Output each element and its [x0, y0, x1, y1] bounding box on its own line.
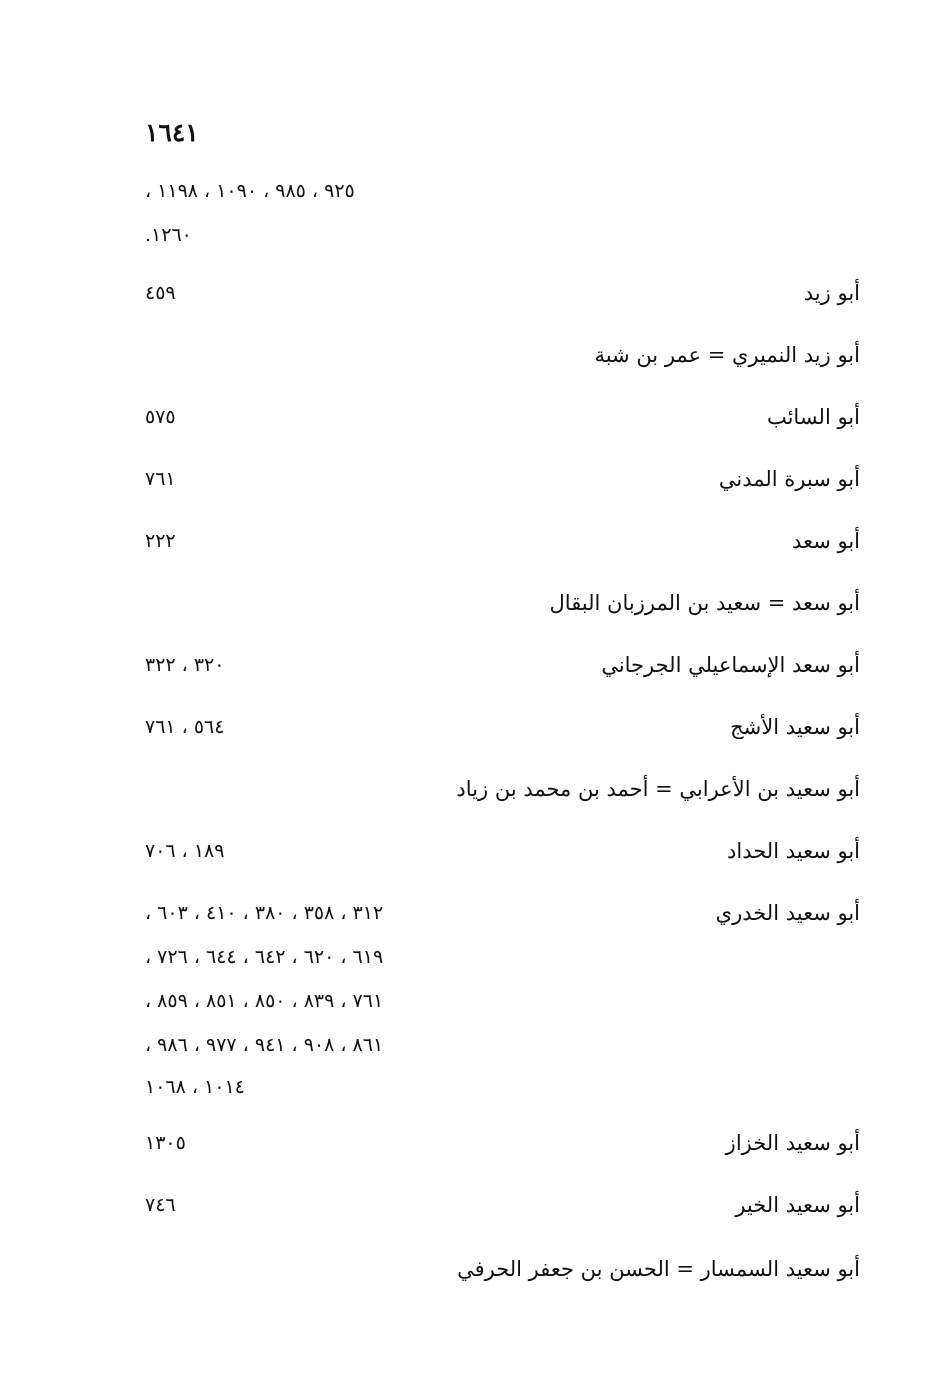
entry-page-refs: ٢٢٢ — [145, 530, 176, 552]
entry-name: أبو سعيد الخدري — [715, 901, 860, 925]
entry-cross-reference: أبو سعيد بن الأعرابي = أحمد بن محمد بن زياد — [456, 777, 860, 801]
entry-name: أبو سعيد الحداد — [727, 839, 860, 863]
entry-page-refs: ٧٦١ ، ٨٣٩ ، ٨٥٠ ، ٨٥١ ، ٨٥٩ ، — [145, 990, 384, 1012]
entry-page-refs: ١٠١٤ ، ١٠٦٨ — [145, 1076, 245, 1098]
entry-page-refs: ١٣٠٥ — [145, 1132, 186, 1154]
entry-name: أبو سعيد الخير — [735, 1193, 860, 1217]
entry-page-refs: ٨٦١ ، ٩٠٨ ، ٩٤١ ، ٩٧٧ ، ٩٨٦ ، — [145, 1034, 384, 1056]
entry-name: أبو زيد — [803, 281, 860, 305]
entry-name: أبو سبرة المدني — [718, 467, 860, 491]
entry-page-refs: ٧٦١ — [145, 468, 176, 490]
entry-cross-reference: أبو زيد النميري = عمر بن شبة — [594, 343, 860, 367]
entry-cross-reference: أبو سعد = سعيد بن المرزبان البقال — [549, 591, 860, 615]
entry-page-refs: ٩٢٥ ، ٩٨٥ ، ١٠٩٠ ، ١١٩٨ ، — [145, 180, 355, 202]
entry-name: أبو سعد — [792, 529, 860, 553]
entry-name: أبو سعيد الأشج — [730, 715, 860, 739]
entry-name: أبو السائب — [766, 405, 860, 429]
entry-page-refs: ٥٦٤ ، ٧٦١ — [145, 716, 225, 738]
entry-page-refs: ٦١٩ ، ٦٢٠ ، ٦٤٢ ، ٦٤٤ ، ٧٢٦ ، — [145, 946, 384, 968]
entry-name: أبو سعيد الخزاز — [725, 1131, 860, 1155]
entry-name: أبو سعد الإسماعيلي الجرجاني — [601, 653, 860, 677]
entry-page-refs: ٣٢٠ ، ٣٢٢ — [145, 654, 225, 676]
entry-page-refs: ٧٤٦ — [145, 1194, 176, 1216]
page-number: ١٦٤١ — [145, 118, 199, 147]
entry-page-refs: ١٢٦٠. — [145, 224, 192, 246]
entry-page-refs: ٥٧٥ — [145, 406, 176, 428]
entry-page-refs: ٣١٢ ، ٣٥٨ ، ٣٨٠ ، ٤١٠ ، ٦٠٣ ، — [145, 902, 384, 924]
entry-cross-reference: أبو سعيد السمسار = الحسن بن جعفر الحرفي — [457, 1257, 860, 1281]
entry-page-refs: ١٨٩ ، ٧٠٦ — [145, 840, 225, 862]
entry-page-refs: ٤٥٩ — [145, 282, 176, 304]
